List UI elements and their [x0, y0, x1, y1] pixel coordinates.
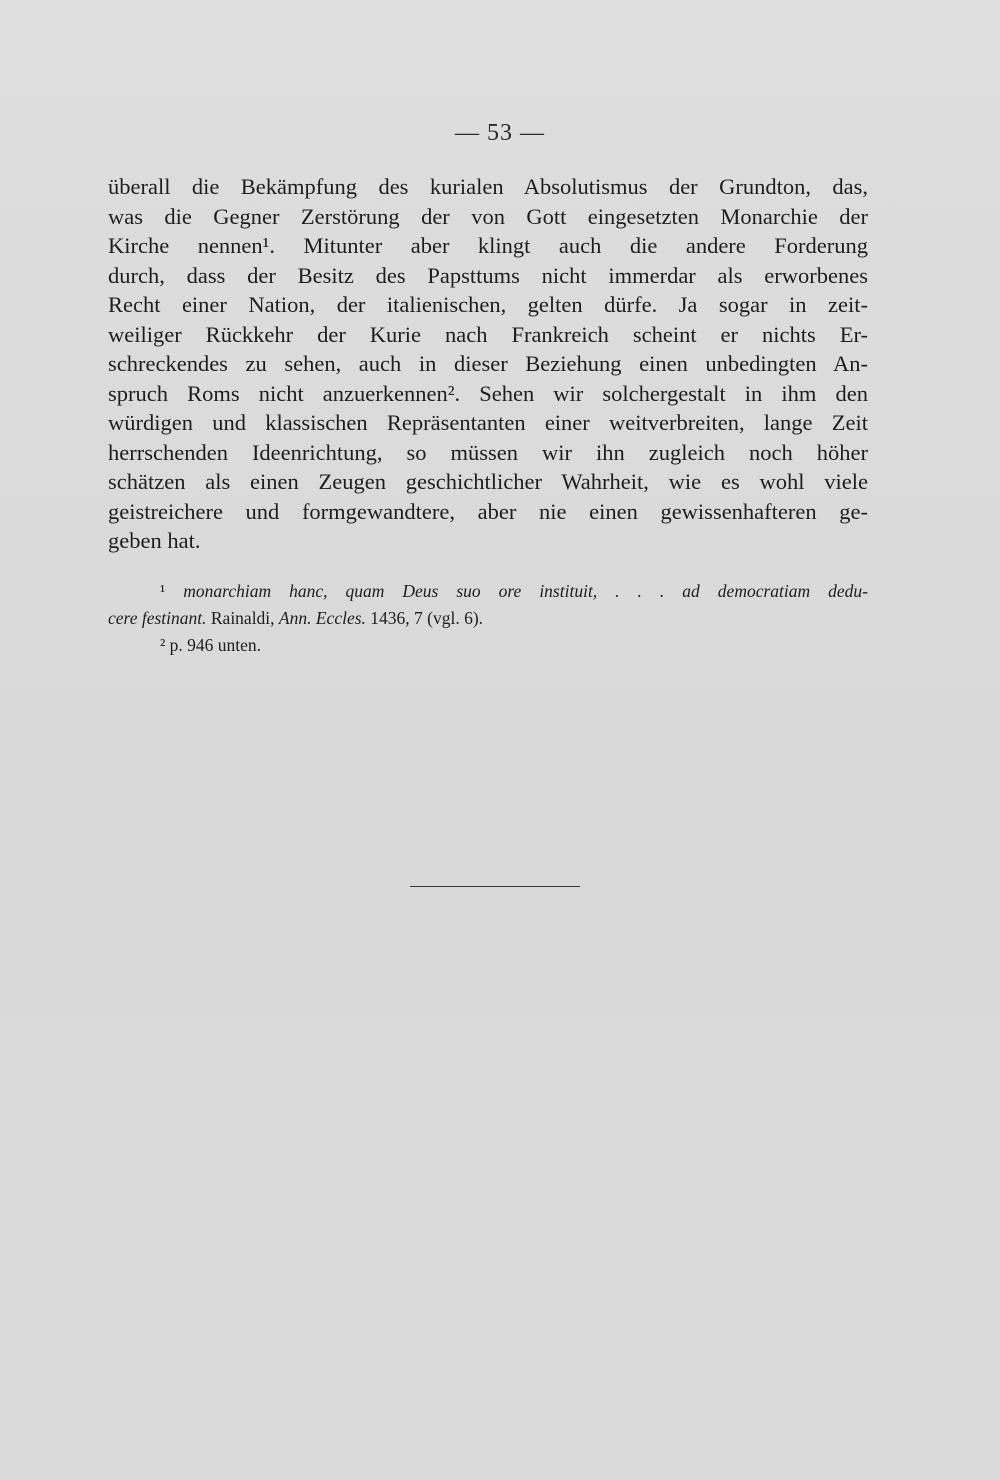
body-line-12: geistreichere und formgewandtere, aber nie einen gewissenhafteren ge-	[108, 498, 868, 524]
footnotes	[108, 578, 868, 659]
page-number: — 53 —	[455, 120, 545, 146]
footnote-1-work: Ann. Eccles.	[278, 608, 366, 628]
end-rule	[410, 886, 580, 887]
footnote-1-marker: ¹	[160, 581, 166, 601]
body-line-5: Recht einer Nation, der italienischen, gelten dürfe. Ja sogar in zeit-	[108, 292, 868, 317]
body-paragraph	[108, 172, 868, 556]
body-line-6: weiliger Rückkehr der Kurie nach Frankreich scheint er nichts Er-	[108, 321, 868, 347]
body-line-10: herrschenden Ideenrichtung, so müssen wir ihn zugleich noch höher	[108, 439, 868, 465]
body-line-4: durch, dass der Besitz des Papsttums nicht immerdar als erworbenes	[108, 262, 868, 288]
footnote-1-author: Rainaldi,	[206, 608, 279, 628]
footnote-1-line-1	[108, 578, 868, 605]
footnote-1-line-2	[108, 605, 868, 632]
footnote-1-ref: 1436, 7 (vgl. 6).	[365, 608, 484, 628]
footnote-2-text: p. 946 unten.	[169, 635, 262, 655]
body-line-2: was die Gegner Zerstörung der von Gott eingesetzten Monarchie der	[108, 203, 868, 229]
body-line-3: Kirche nennen¹. Mitunter aber klingt auch die andere Forderung	[108, 233, 868, 258]
footnote-1-quote-end: cere festinant.	[108, 608, 207, 628]
body-line-9: würdigen und klassischen Repräsentanten einer weitverbreiten, lange Zeit	[108, 410, 868, 435]
body-line-8: spruch Roms nicht anzuerkennen². Sehen wir solchergestalt in ihm den	[108, 380, 868, 406]
footnote-1-quote: monarchiam hanc, quam Deus suo ore instituit, . . . ad democratiam dedu-	[183, 581, 869, 601]
body-line-7: schreckendes zu sehen, auch in dieser Beziehung einen unbedingten An-	[108, 351, 868, 376]
footnote-2-marker: ²	[160, 635, 166, 655]
body-line-1: überall die Bekämpfung des kurialen Absolutismus der Grundton, das,	[108, 174, 868, 199]
footnote-2	[108, 632, 868, 659]
body-line-11: schätzen als einen Zeugen geschichtlicher Wahrheit, wie es wohl viele	[108, 469, 868, 494]
body-line-13: geben hat.	[108, 528, 201, 553]
